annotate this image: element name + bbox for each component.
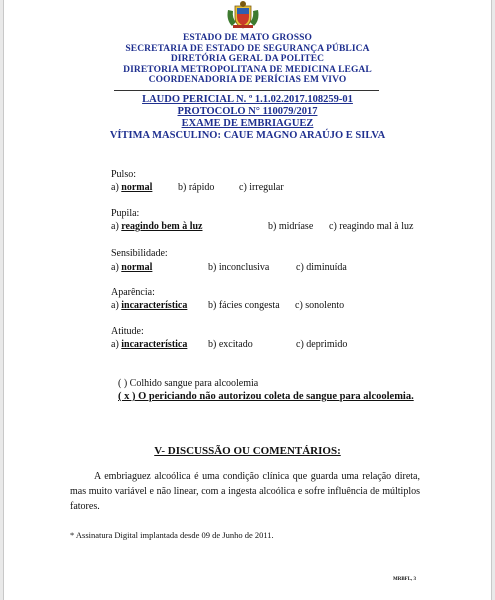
- pulse-option-irregular: c) irregular: [239, 182, 284, 193]
- pulse-option-rapid: b) rápido: [178, 182, 215, 193]
- pupil-label: Pupila:: [111, 208, 140, 219]
- pupil-option-poor: c) reagindo mal à luz: [329, 221, 414, 232]
- pulse-prefix: a): [111, 182, 119, 193]
- discussion-text: A embriaguez alcoólica é uma condição clínica que guarda uma relação direta, mas muito variável e não linear, com a ingesta alcoólica e sofre influência de múltiplos fatores.: [70, 471, 420, 512]
- sensitivity-prefix: a): [111, 262, 119, 273]
- pupil-prefix: a): [111, 221, 119, 232]
- appearance-option-congested: b) fácies congesta: [208, 300, 280, 311]
- exam-type: EXAME DE EMBRIAGUEZ: [181, 118, 314, 129]
- state-coat-of-arms-icon: [224, 0, 262, 30]
- appearance-prefix: a): [111, 300, 119, 311]
- appearance-label: Aparência:: [111, 287, 155, 298]
- pupil-option-good: reagindo bem à luz: [121, 221, 203, 232]
- sensitivity-option-inconclusive: b) inconclusiva: [208, 262, 270, 273]
- sensitivity-label: Sensibilidade:: [111, 248, 168, 259]
- pupil-options: [111, 221, 203, 233]
- pulse-label: Pulso:: [111, 169, 137, 180]
- attitude-label: Atitude:: [111, 326, 144, 337]
- sensitivity-option-decreased: c) diminuída: [296, 262, 347, 273]
- blood-refused-option: ( x ) O periciando não autorizou coleta de sangue para alcoolemia.: [118, 391, 414, 402]
- digital-signature-note: * Assinatura Digital implantada desde 09 de Junho de 2011.: [70, 530, 274, 540]
- header-line-coordination: COORDENADORIA DE PERÍCIAS EM VIVO: [148, 75, 347, 85]
- attitude-option-excited: b) excitado: [208, 339, 253, 350]
- pupil-option-mydriasis: b) midríase: [268, 221, 314, 232]
- pulse-option-normal: normal: [121, 182, 153, 193]
- header-line-legal-medicine: DIRETORIA METROPOLITANA DE MEDICINA LEGAL: [123, 64, 372, 75]
- header-line-secretary: SECRETARIA DE ESTADO DE SEGURANÇA PÚBLICA: [125, 43, 370, 54]
- attitude-option-depressed: c) deprimido: [296, 339, 348, 350]
- appearance-option-normal: incaracterística: [121, 300, 188, 311]
- header-line-directorate: DIRETÓRIA GERAL DA POLITEC: [170, 54, 325, 64]
- pulse-options: [111, 182, 152, 194]
- discussion-title: V- DISCUSSÃO OU COMENTÁRIOS:: [154, 445, 341, 457]
- appearance-options: [111, 300, 187, 312]
- sensitivity-option-normal: normal: [121, 262, 153, 273]
- blood-collected-option: ( ) Colhido sangue para alcoolemia: [118, 378, 259, 389]
- report-number: LAUDO PERICIAL N. º 1.1.02.2017.108259-01: [142, 94, 353, 105]
- report-heading: [4, 94, 491, 142]
- victim-name: VÍTIMA MASCULINO: CAUE MAGNO ARAÚJO E SILVA: [109, 130, 386, 141]
- header-divider: [114, 90, 379, 91]
- protocol-number: PROTOCOLO N° 110079/2017: [177, 106, 318, 117]
- sensitivity-options: [111, 262, 152, 274]
- attitude-option-normal: incaracterística: [121, 339, 188, 350]
- attitude-options: [111, 339, 187, 351]
- appearance-option-drowsy: c) sonolento: [295, 300, 345, 311]
- header-line-state: ESTADO DE MATO GROSSO: [182, 33, 313, 43]
- document-code: MRBFL, 3: [393, 577, 417, 582]
- document-page: [3, 0, 492, 600]
- institution-header: [4, 33, 491, 86]
- attitude-prefix: a): [111, 339, 119, 350]
